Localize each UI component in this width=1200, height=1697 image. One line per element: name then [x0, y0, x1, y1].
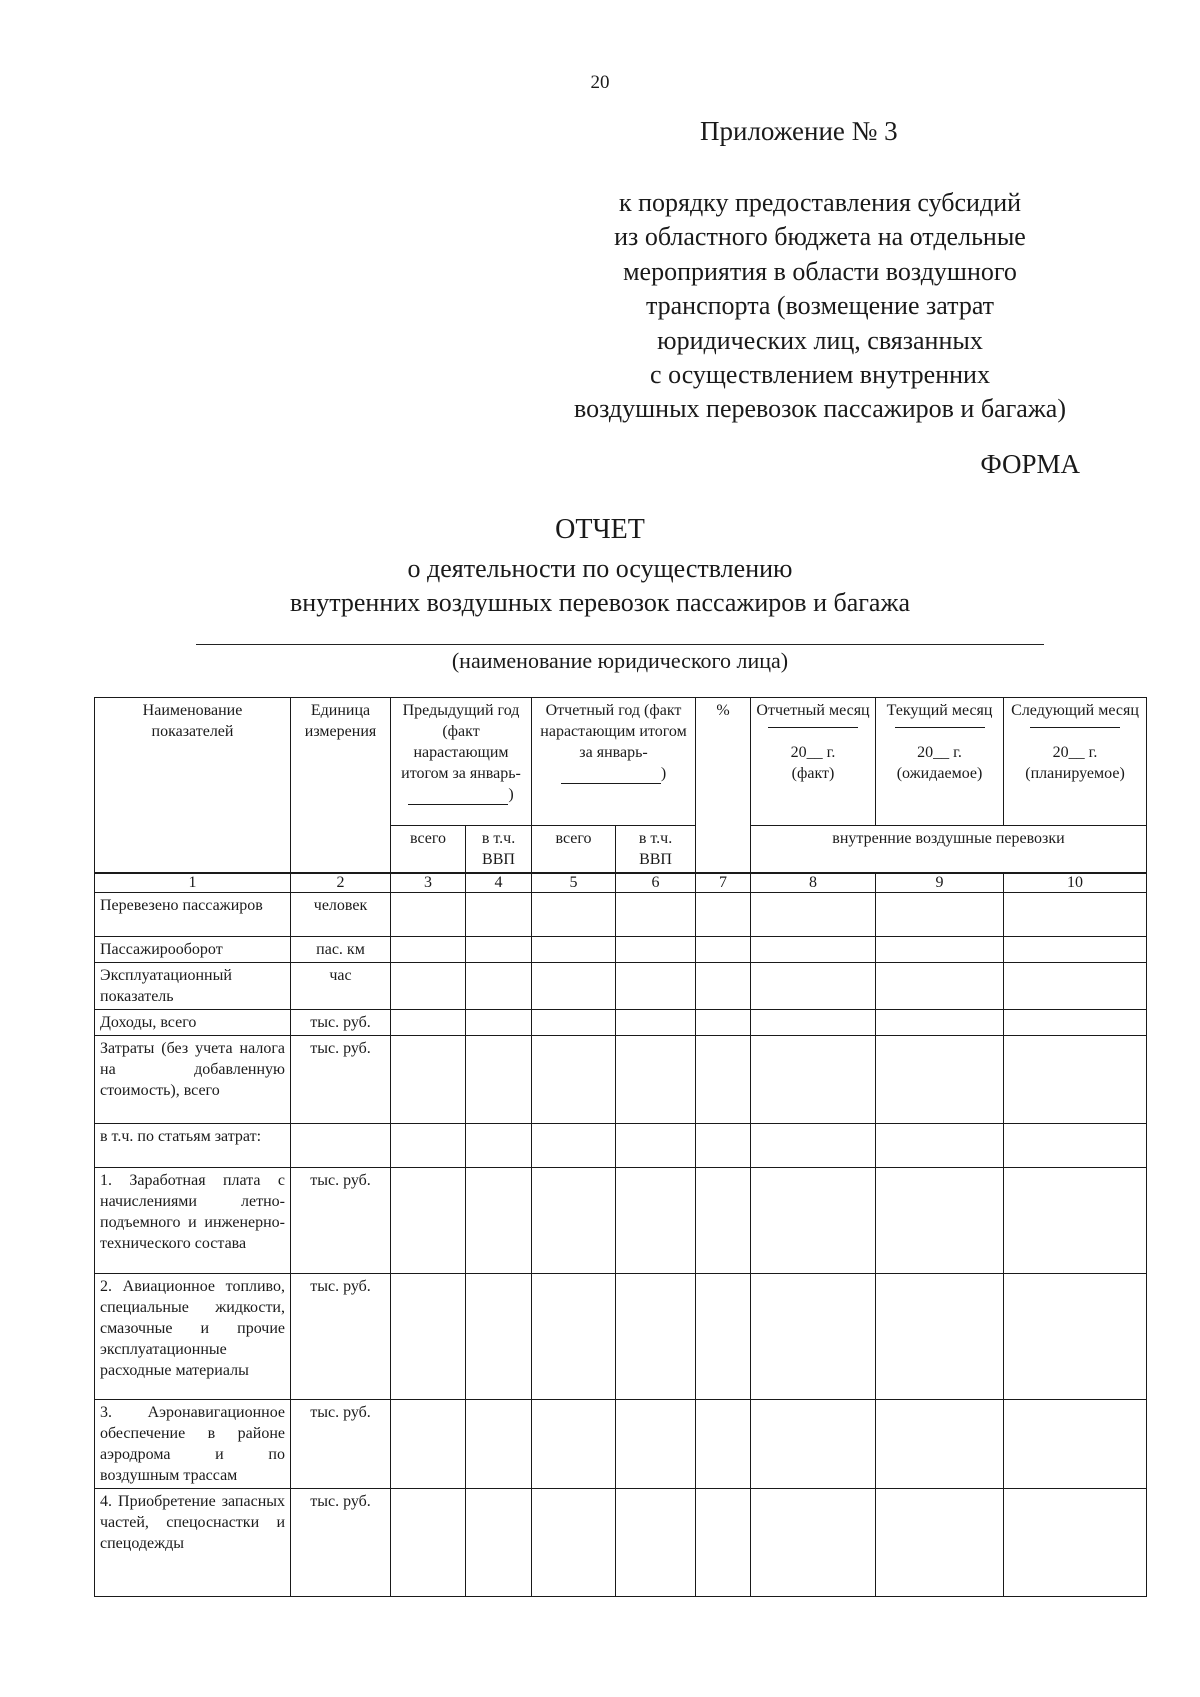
row-name: 1. Заработная плата с начислениями летно-подъемного и инженерно-технического состава [95, 1168, 291, 1274]
header-report-year-text: Отчетный год (факт нарастающим итогом за январь- [540, 702, 687, 761]
data-cell[interactable] [696, 1168, 751, 1274]
header-unit: Единица измерения [291, 698, 391, 874]
data-cell[interactable] [391, 893, 466, 937]
header-report-month-year: 20__ г. [790, 744, 836, 761]
data-cell[interactable] [616, 1124, 696, 1168]
appendix-description [530, 186, 1110, 427]
data-cell[interactable] [391, 1168, 466, 1274]
legal-entity-name-line[interactable] [196, 644, 1044, 645]
data-cell[interactable] [751, 893, 876, 937]
data-cell[interactable] [751, 1010, 876, 1036]
data-cell[interactable] [391, 1010, 466, 1036]
data-cell[interactable] [616, 1274, 696, 1400]
row-name: Перевезено пассажиров [95, 893, 291, 937]
data-cell[interactable] [696, 937, 751, 963]
data-cell[interactable] [751, 963, 876, 1010]
data-cell[interactable] [616, 1489, 696, 1597]
header-next-month-text: Следующий месяц [1011, 702, 1139, 719]
data-cell[interactable] [1004, 1124, 1147, 1168]
data-cell[interactable] [1004, 1400, 1147, 1489]
row-unit: тыс. руб. [291, 1010, 391, 1036]
data-cell[interactable] [696, 1124, 751, 1168]
header-prev-vvp: в т.ч. ВВП [466, 826, 532, 874]
data-cell[interactable] [876, 1168, 1004, 1274]
data-cell[interactable] [751, 1400, 876, 1489]
row-unit: тыс. руб. [291, 1400, 391, 1489]
data-cell[interactable] [1004, 937, 1147, 963]
data-cell[interactable] [391, 1036, 466, 1124]
data-cell[interactable] [466, 1489, 532, 1597]
header-percent: % [696, 698, 751, 874]
column-number: 7 [696, 873, 751, 893]
row-name: Эксплуатационный показатель [95, 963, 291, 1010]
data-cell[interactable] [1004, 1010, 1147, 1036]
header-next-month-year: 20__ г. [1052, 744, 1098, 761]
header-report-vvp: в т.ч. ВВП [616, 826, 696, 874]
data-cell[interactable] [876, 893, 1004, 937]
data-cell[interactable] [466, 937, 532, 963]
data-cell[interactable] [696, 1036, 751, 1124]
form-label: ФОРМА [980, 449, 1080, 479]
data-cell[interactable] [876, 963, 1004, 1010]
table-row [95, 893, 1147, 937]
data-cell[interactable] [696, 963, 751, 1010]
page-number: 20 [590, 72, 610, 93]
data-cell[interactable] [391, 1274, 466, 1400]
row-unit: тыс. руб. [291, 1036, 391, 1124]
appendix-line: транспорта (возмещение затрат [645, 291, 995, 321]
data-cell[interactable] [1004, 963, 1147, 1010]
row-name: 4. Приобретение запасных частей, спецоснастки и спецодежды [95, 1489, 291, 1597]
table-row [95, 1036, 1147, 1124]
header-prev-year [391, 698, 532, 826]
data-cell[interactable] [751, 1274, 876, 1400]
data-cell[interactable] [696, 1010, 751, 1036]
column-number: 3 [391, 873, 466, 893]
data-cell[interactable] [1004, 1274, 1147, 1400]
prev-year-month-blank[interactable] [408, 790, 508, 805]
header-domestic-flights: внутренние воздушные перевозки [751, 826, 1147, 874]
header-row [95, 698, 1147, 826]
appendix-line: с осуществлением внутренних [650, 360, 990, 390]
data-cell[interactable] [1004, 1168, 1147, 1274]
appendix-line: юридических лиц, связанных [657, 325, 983, 355]
data-cell[interactable] [616, 1036, 696, 1124]
data-cell[interactable] [466, 1400, 532, 1489]
table-row [95, 1489, 1147, 1597]
row-name: Пассажирооборот [95, 937, 291, 963]
row-unit: человек [291, 893, 391, 937]
header-current-month-year: 20__ г. [917, 744, 962, 761]
legal-entity-name-caption: (наименование юридического лица) [451, 648, 789, 673]
row-unit: тыс. руб. [291, 1274, 391, 1400]
data-cell[interactable] [751, 937, 876, 963]
data-cell[interactable] [466, 893, 532, 937]
header-name: Наименование показателей [95, 698, 291, 874]
header-next-month [1004, 698, 1147, 826]
data-cell[interactable] [391, 1124, 466, 1168]
appendix-title: Приложение № 3 [700, 116, 898, 146]
column-number: 6 [616, 873, 696, 893]
data-cell[interactable] [391, 963, 466, 1010]
row-unit [291, 1124, 391, 1168]
column-numbers-row [95, 873, 1147, 893]
report-year-month-blank[interactable] [561, 769, 661, 784]
table-row [95, 1400, 1147, 1489]
data-cell[interactable] [532, 1010, 616, 1036]
data-cell[interactable] [466, 1124, 532, 1168]
row-unit: тыс. руб. [291, 1489, 391, 1597]
row-name: Доходы, всего [95, 1010, 291, 1036]
data-cell[interactable] [1004, 1036, 1147, 1124]
report-subtitle-line: внутренних воздушных перевозок пассажиров и багажа [290, 588, 910, 617]
appendix-line: мероприятия в области воздушного [623, 256, 1017, 286]
row-name: 3. Аэронавигационное обеспечение в районе аэродрома и по воздушным трассам [95, 1400, 291, 1489]
header-prev-year-text: Предыдущий год (факт нарастающим итогом за январь- [401, 702, 521, 782]
header-prev-total: всего [391, 826, 466, 874]
row-unit: час [291, 963, 391, 1010]
report-table [94, 697, 1147, 1597]
data-cell[interactable] [616, 937, 696, 963]
data-cell[interactable] [616, 1010, 696, 1036]
data-cell[interactable] [532, 1489, 616, 1597]
data-cell[interactable] [466, 1168, 532, 1274]
current-month-blank[interactable] [895, 726, 985, 728]
data-cell[interactable] [466, 1010, 532, 1036]
data-cell[interactable] [876, 1274, 1004, 1400]
data-cell[interactable] [876, 937, 1004, 963]
report-title: ОТЧЕТ [555, 514, 645, 545]
row-name: 2. Авиационное топливо, специальные жидкости, смазочные и прочие эксплуатационные расходные материалы [95, 1274, 291, 1400]
data-cell[interactable] [876, 1124, 1004, 1168]
data-cell[interactable] [391, 1489, 466, 1597]
data-cell[interactable] [1004, 893, 1147, 937]
data-cell[interactable] [532, 937, 616, 963]
appendix-line: воздушных перевозок пассажиров и багажа) [574, 394, 1066, 424]
data-cell[interactable] [751, 1124, 876, 1168]
table-row [95, 1168, 1147, 1274]
data-cell[interactable] [391, 937, 466, 963]
table-row [95, 1274, 1147, 1400]
data-cell[interactable] [616, 893, 696, 937]
header-report-month-note: (факт) [791, 765, 835, 782]
report-month-blank[interactable] [768, 726, 858, 728]
data-cell[interactable] [532, 893, 616, 937]
data-cell[interactable] [616, 1400, 696, 1489]
data-cell[interactable] [391, 1400, 466, 1489]
data-cell[interactable] [532, 1274, 616, 1400]
next-month-blank[interactable] [1030, 726, 1120, 728]
column-number: 2 [291, 873, 391, 893]
column-number: 9 [876, 873, 1004, 893]
appendix-line: к порядку предоставления субсидий [618, 188, 1022, 217]
row-name: Затраты (без учета налога на добавленную стоимость), всего [95, 1036, 291, 1124]
data-cell[interactable] [616, 963, 696, 1010]
data-cell[interactable] [751, 1168, 876, 1274]
data-cell[interactable] [532, 1124, 616, 1168]
table-row [95, 1124, 1147, 1168]
header-current-month [876, 698, 1004, 826]
header-current-month-note: (ожидаемое) [896, 765, 983, 782]
report-subtitle [0, 552, 1200, 620]
data-cell[interactable] [1004, 1489, 1147, 1597]
data-cell[interactable] [696, 1400, 751, 1489]
row-unit: тыс. руб. [291, 1168, 391, 1274]
data-cell[interactable] [751, 1036, 876, 1124]
column-number: 10 [1004, 873, 1147, 893]
data-cell[interactable] [876, 1489, 1004, 1597]
appendix-line: из областного бюджета на отдельные [614, 222, 1026, 252]
data-cell[interactable] [616, 1168, 696, 1274]
table-row [95, 1010, 1147, 1036]
header-report-total: всего [532, 826, 616, 874]
column-number: 1 [95, 873, 291, 893]
data-cell[interactable] [466, 1036, 532, 1124]
header-next-month-note: (планируемое) [1025, 765, 1125, 782]
header-report-month-text: Отчетный месяц [756, 702, 870, 719]
data-cell[interactable] [751, 1489, 876, 1597]
data-cell[interactable] [466, 963, 532, 1010]
column-number: 4 [466, 873, 532, 893]
report-subtitle-line: о деятельности по осуществлению [407, 554, 793, 583]
data-cell[interactable] [466, 1274, 532, 1400]
paren: ) [508, 786, 514, 803]
table-row [95, 937, 1147, 963]
header-current-month-text: Текущий месяц [886, 702, 993, 719]
paren: ) [660, 765, 667, 782]
data-cell[interactable] [532, 963, 616, 1010]
data-cell[interactable] [876, 1010, 1004, 1036]
table-row [95, 963, 1147, 1010]
data-cell[interactable] [532, 1400, 616, 1489]
header-report-year [532, 698, 696, 826]
header-report-month [751, 698, 876, 826]
column-number: 5 [532, 873, 616, 893]
data-cell[interactable] [532, 1168, 616, 1274]
row-unit: пас. км [291, 937, 391, 963]
data-cell[interactable] [696, 1274, 751, 1400]
data-cell[interactable] [876, 1400, 1004, 1489]
data-cell[interactable] [696, 1489, 751, 1597]
data-cell[interactable] [532, 1036, 616, 1124]
row-name: в т.ч. по статьям затрат: [95, 1124, 291, 1168]
data-cell[interactable] [876, 1036, 1004, 1124]
data-cell[interactable] [696, 893, 751, 937]
column-number: 8 [751, 873, 876, 893]
